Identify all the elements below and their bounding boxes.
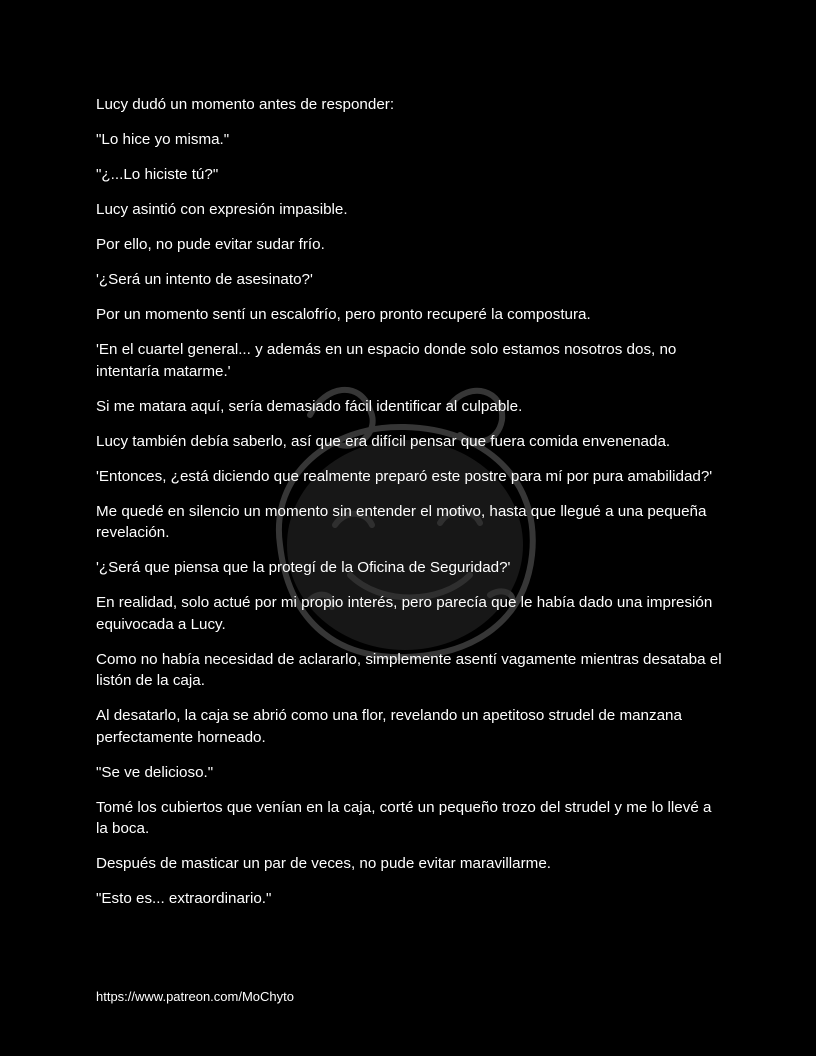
paragraph: "Se ve delicioso." — [96, 763, 214, 781]
paragraph: "Lo hice yo misma." — [96, 131, 230, 148]
paragraph: Como no había necesidad de aclararlo, simplemente asentí vagamente mientras desataba el listón de la caja. — [96, 650, 722, 689]
paragraph: '¿Será que piensa que la protegí de la Oficina de Seguridad?' — [96, 559, 511, 576]
paragraph: Después de masticar un par de veces, no pude evitar maravillarme. — [96, 855, 552, 872]
paragraph: "¿...Lo hiciste tú?" — [96, 166, 219, 183]
paragraph: Al desatarlo, la caja se abrió como una flor, revelando un apetitoso strudel de manzana perfectamente horneado. — [96, 707, 682, 746]
paragraph: Lucy también debía saberlo, así que era difícil pensar que fuera comida envenenada. — [96, 432, 671, 450]
paragraph: Lucy asintió con expresión impasible. — [96, 201, 348, 218]
paragraph: Por ello, no pude evitar sudar frío. — [96, 236, 325, 253]
story-text — [96, 94, 724, 923]
paragraph: '¿Será un intento de asesinato?' — [96, 271, 313, 288]
paragraph: Me quedé en silencio un momento sin entender el motivo, hasta que llegué a una pequeña revelación. — [96, 502, 707, 541]
paragraph: Si me matara aquí, sería demasiado fácil identificar al culpable. — [96, 397, 523, 415]
paragraph: 'Entonces, ¿está diciendo que realmente preparó este postre para mí por pura amabilidad?' — [96, 467, 713, 485]
paragraph: Lucy dudó un momento antes de responder: — [96, 96, 395, 113]
paragraph: "Esto es... extraordinario." — [96, 890, 272, 907]
paragraph: 'En el cuartel general... y además en un espacio donde solo estamos nosotros dos, no intentaría matarme.' — [96, 341, 677, 380]
paragraph: En realidad, solo actué por mi propio interés, pero parecía que le había dado una impresión equivocada a Lucy. — [96, 594, 713, 633]
patreon-link[interactable]: https://www.patreon.com/MoChyto — [96, 989, 294, 1004]
paragraph: Tomé los cubiertos que venían en la caja, corté un pequeño trozo del strudel y me lo llevé a la boca. — [96, 798, 712, 837]
paragraph: Por un momento sentí un escalofrío, pero pronto recuperé la compostura. — [96, 306, 591, 323]
